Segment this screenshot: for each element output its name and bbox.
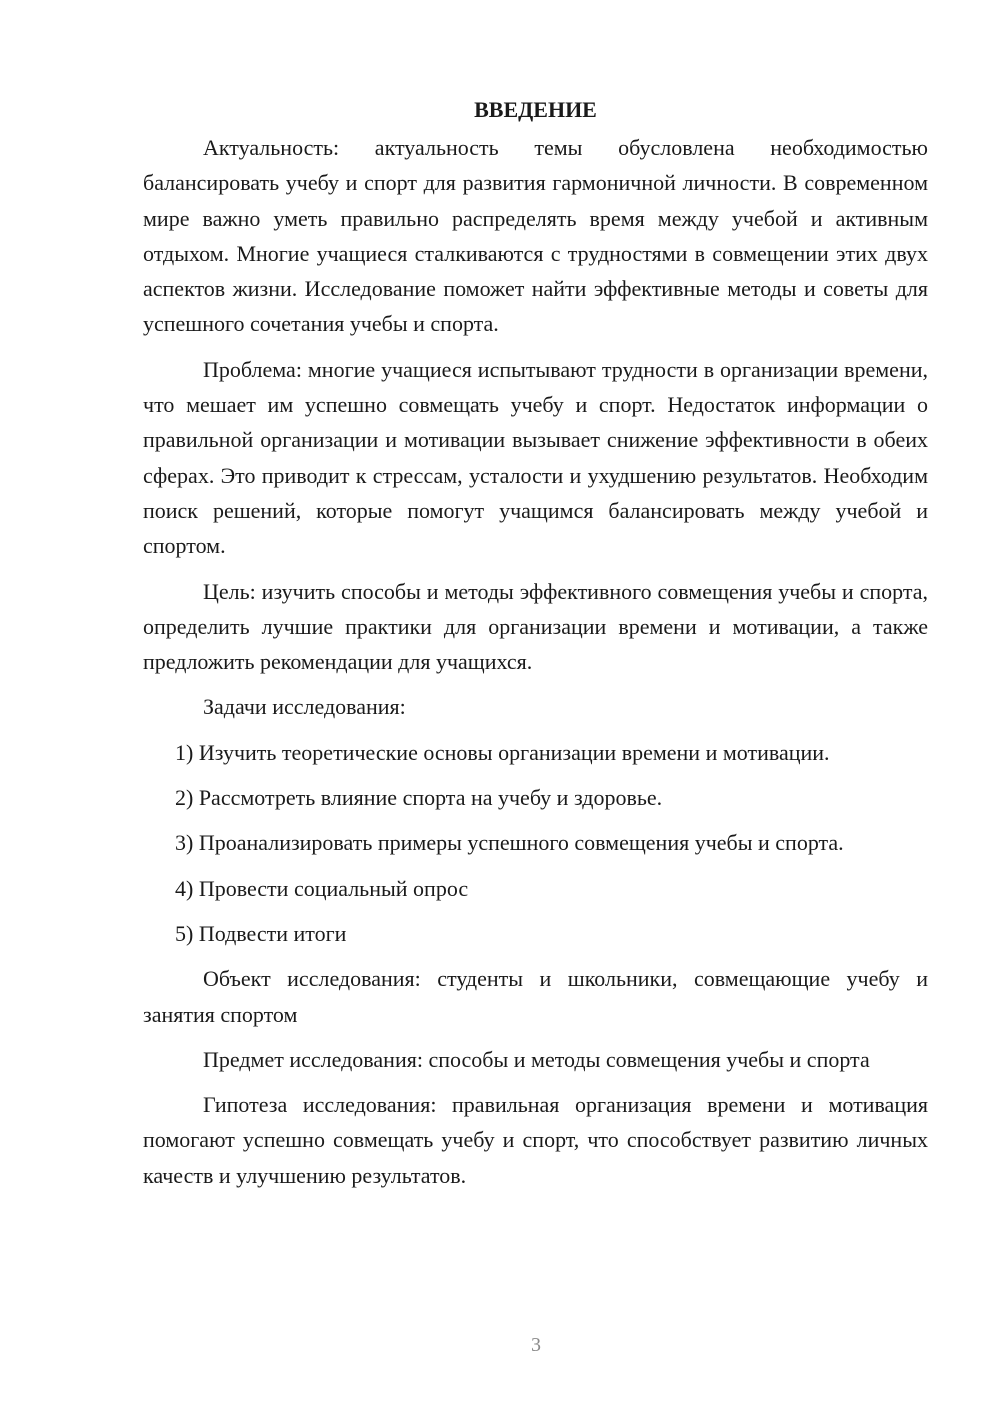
document-page: [143, 92, 928, 1203]
task-item: 4) Провести социальный опрос: [175, 875, 469, 901]
task-item: 2) Рассмотреть влияние спорта на учебу и здоровье.: [175, 785, 663, 811]
hypothesis-paragraph: Гипотеза исследования: правильная организация времени и мотивация помогают успешно совмещать учебу и спорт, что способствует развитию личных качеств и улучшению результатов.: [143, 1092, 928, 1188]
tasks-heading: Задачи исследования:: [203, 694, 406, 720]
task-item: 5) Подвести итоги: [175, 920, 347, 946]
problem-paragraph: Проблема: многие учащиеся испытывают трудности в организации времени, что мешает им успешно совмещать учебу и спорт. Недостаток информации о правильной организации и мотивации вызывает снижение эффективности в обеих сферах. Это приводит к стрессам, усталости и ухудшению результатов. Необходим поиск решений, которые помогут учащимся балансировать между учебой и спортом.: [143, 356, 928, 559]
object-paragraph: Объект исследования: студенты и школьники, совмещающие учебу и занятия спортом: [143, 966, 928, 1027]
task-item: 1) Изучить теоретические основы организации времени и мотивации.: [175, 739, 830, 765]
goal-paragraph: Цель: изучить способы и методы эффективного совмещения учебы и спорта, определить лучшие практики для организации времени и мотивации, а также предложить рекомендации для учащихся.: [143, 578, 928, 675]
relevance-paragraph: Актуальность: актуальность темы обусловлена необходимостью балансировать учебу и спорт для развития гармоничной личности. В современном мире важно уметь правильно распределять время между учебой и активным отдыхом. Многие учащиеся сталкиваются с трудностями в совмещении этих двух аспектов жизни. Исследование поможет найти эффективные методы и советы для успешного сочетания учебы и спорта.: [143, 135, 928, 337]
subject-paragraph: Предмет исследования: способы и методы совмещения учебы и спорта: [203, 1046, 870, 1072]
task-item: 3) Проанализировать примеры успешного совмещения учебы и спорта.: [175, 830, 844, 856]
page-number: 3: [531, 1334, 541, 1356]
page-title: ВВЕДЕНИЕ: [474, 97, 597, 122]
